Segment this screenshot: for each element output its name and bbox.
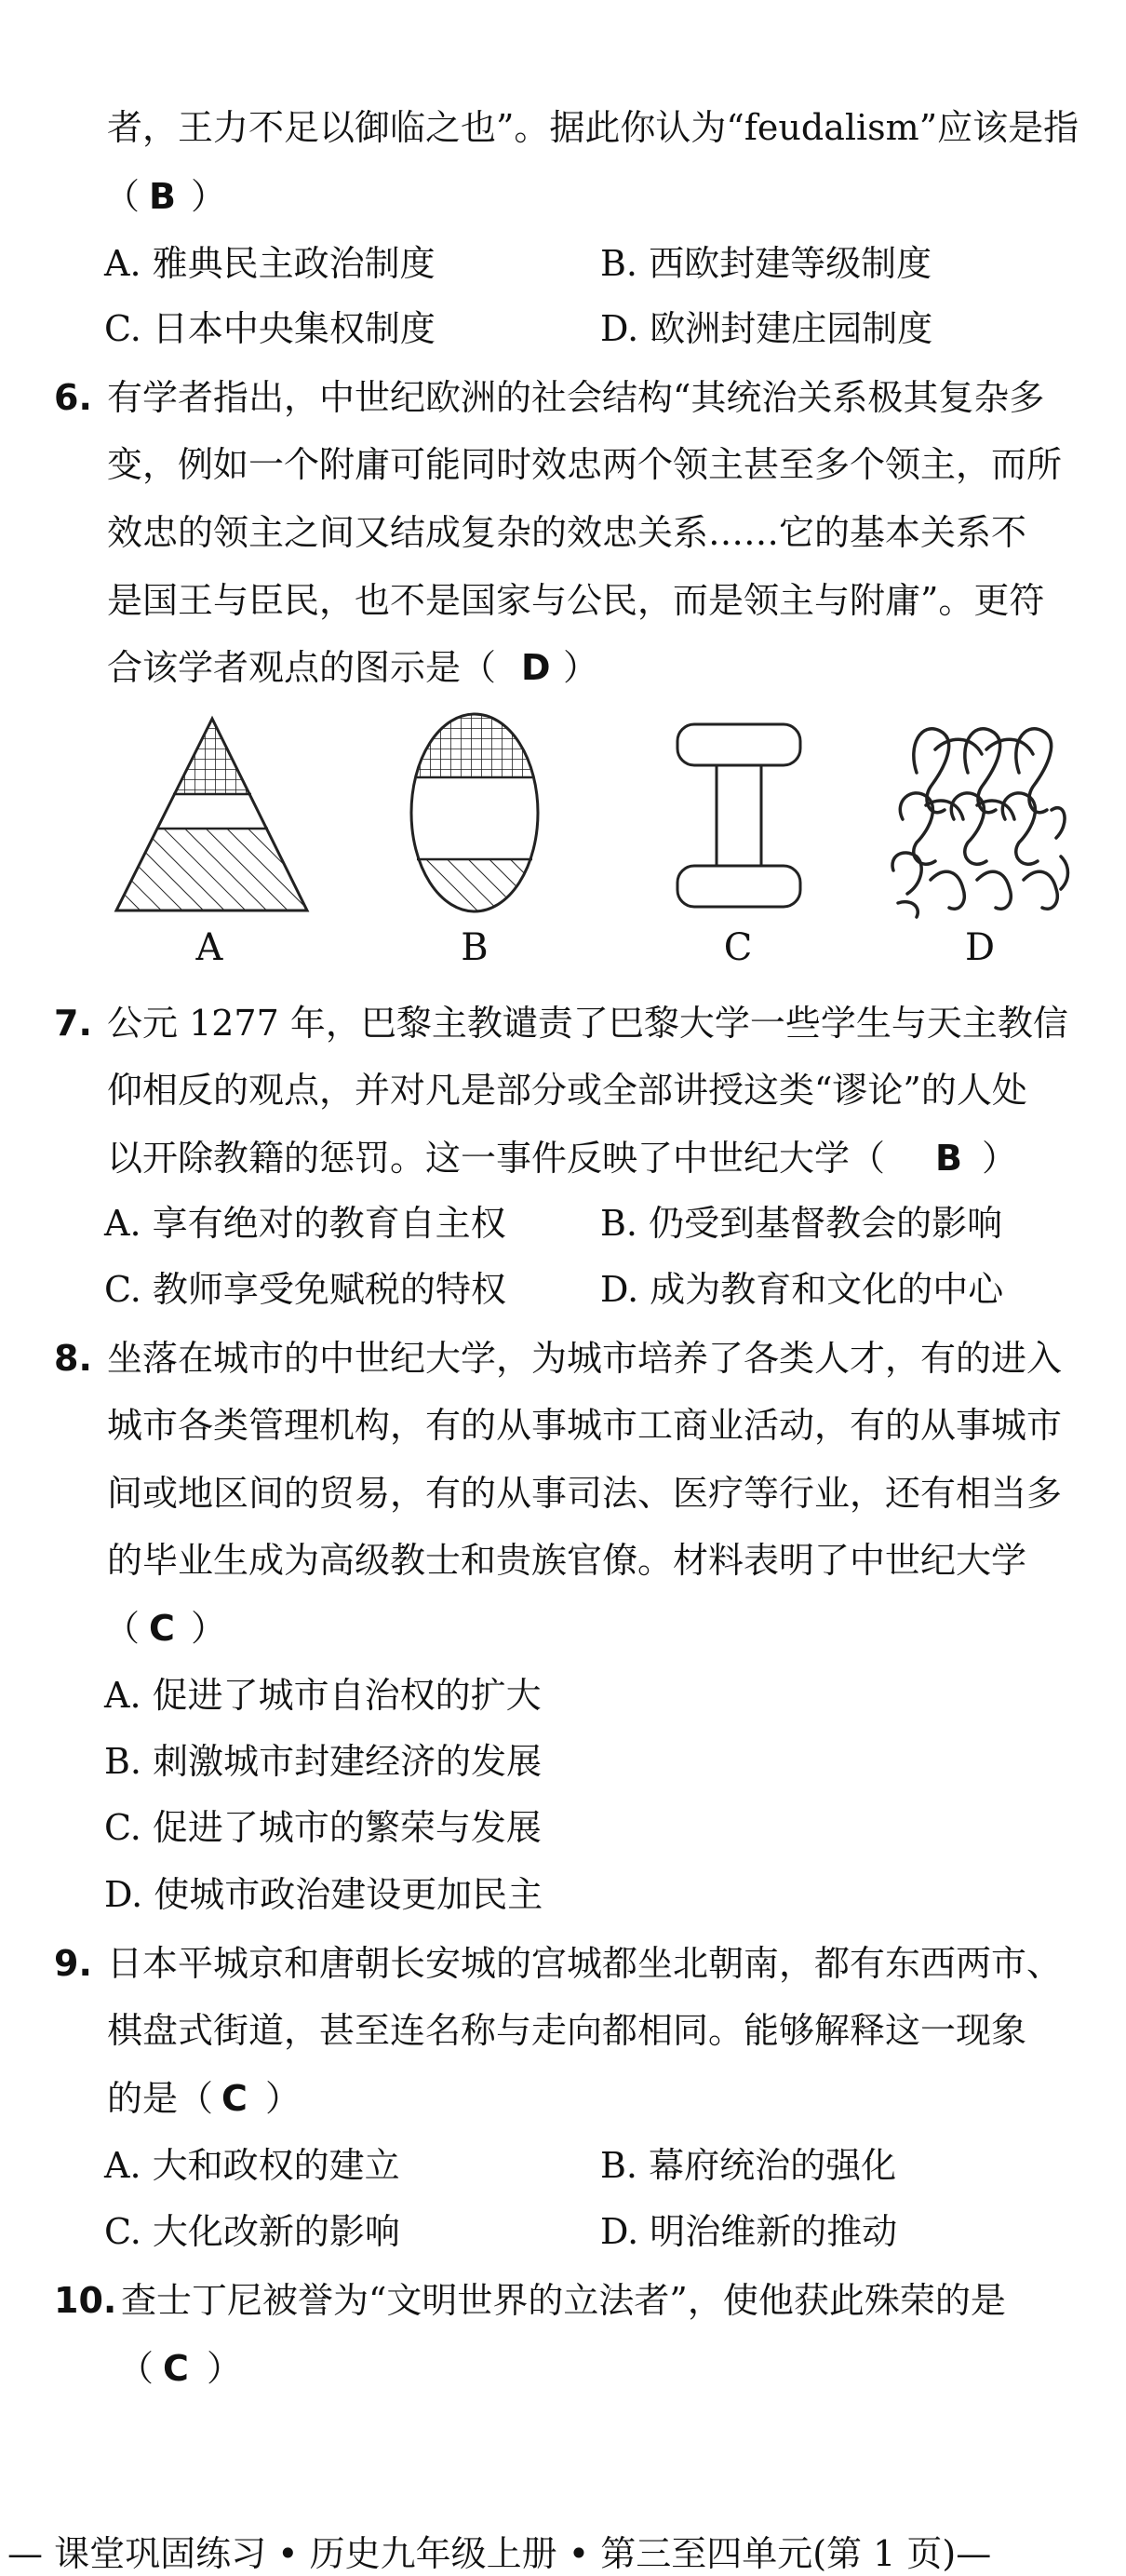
q8-stem-text-3: 间或地区间的贸易，有的从事司法、医疗等行业，还有相当多 [107,1473,1063,1514]
q10-paren-open: （ [118,2348,154,2389]
q6-stem-text-1: 有学者指出，中世纪欧洲的社会结构“其统治关系极其复杂多 [107,377,1045,418]
q5-option-a: A. 雅典民主政治制度 [104,243,436,284]
q6-stem-text-4: 是国王与臣民，也不是国家与公民，而是领主与附庸”。更符 [107,580,1045,621]
q8-stem-text-4: 的毕业生成为高级教士和贵族官僚。材料表明了中世纪大学 [107,1540,1027,1581]
q8-option-b: B. 刺激城市封建经济的发展 [104,1741,543,1782]
q5-option-b: B. 西欧封建等级制度 [600,243,932,284]
q8-option-a: A. 促进了城市自治权的扩大 [104,1675,542,1716]
q8-option-d: D. 使城市政治建设更加民主 [104,1874,543,1915]
figure-label-b: B [461,926,489,969]
q8-answer: C [149,1608,175,1649]
q7-stem-text-3: 以开除教籍的惩罚。这一事件反映了中世纪大学（ [107,1138,886,1179]
q10-number: 10. [54,2280,117,2321]
q7-stem-text-1: 公元 1277 年，巴黎主教谴责了巴黎大学一些学生与天主教信 [107,1003,1068,1044]
figure-label-c: C [723,926,753,969]
q10-answer: C [163,2348,189,2389]
q5-stem-text: 者，王力不足以御临之也”。据此你认为“feudalism”应该是指 [107,107,1079,148]
q9-option-b: B. 幕府统治的强化 [600,2145,897,2186]
figure-a-pyramid [93,717,335,912]
q9-stem-text-3: 的是（ [107,2078,214,2119]
figure-d-chain-network [892,729,1067,917]
q8-option-c: C. 促进了城市的繁荣与发展 [104,1807,542,1848]
q9-answer: C [221,2078,248,2119]
q10-stem-text: 查士丁尼被誉为“文明世界的立法者”，使他获此殊荣的是 [121,2280,1006,2321]
q9-option-d: D. 明治维新的推动 [600,2211,898,2252]
q10-paren-close: ） [207,2348,243,2389]
q7-number: 7. [54,1003,92,1044]
q9-number: 9. [54,1943,92,1984]
figure-c-ibeam [677,724,800,907]
q8-number: 8. [54,1338,92,1379]
q7-option-c: C. 教师享受免赋税的特权 [104,1269,506,1310]
q8-paren-close: ） [191,1608,227,1649]
q9-stem-text-2: 棋盘式街道，甚至连名称与走向都相同。能够解释这一现象 [107,2010,1027,2051]
figure-label-d: D [964,926,996,969]
q6-stem-text-3: 效忠的领主之间又结成复杂的效忠关系……它的基本关系不 [107,512,1027,553]
q7-stem-text-2: 仰相反的观点，并对凡是部分或全部讲授这类“谬论”的人处 [107,1070,1027,1111]
q7-option-a: A. 享有绝对的教育自主权 [104,1203,506,1244]
q8-stem-text-1: 坐落在城市的中世纪大学，为城市培养了各类人才，有的进入 [107,1338,1063,1379]
q7-paren-close: ） [982,1138,1018,1179]
footer-text: — 课堂巩固练习 • 历史九年级上册 • 第三至四单元(第 1 页)— [7,2533,992,2574]
figure-label-a: A [195,926,223,969]
q5-option-d: D. 欧洲封建庄园制度 [600,308,933,349]
q9-paren-close: ） [265,2078,302,2119]
q6-stem-text-2: 变，例如一个附庸可能同时效忠两个领主甚至多个领主，而所 [107,444,1063,485]
q6-number: 6. [54,377,92,418]
q6-paren-close: ） [563,647,599,688]
figure-b-oval [400,708,549,924]
q9-option-a: A. 大和政权的建立 [104,2145,400,2186]
q7-answer: B [935,1138,962,1179]
q7-option-d: D. 成为教育和文化的中心 [600,1269,1004,1310]
q5-option-c: C. 日本中央集权制度 [104,308,436,349]
q8-stem-text-2: 城市各类管理机构，有的从事城市工商业活动，有的从事城市 [107,1405,1063,1446]
q5-paren-close: ） [191,176,227,217]
q5-answer: B [149,176,176,217]
q9-stem-text-1: 日本平城京和唐朝长安城的宫城都坐北朝南，都有东西两市、 [107,1943,1063,1984]
q9-option-c: C. 大化改新的影响 [104,2211,400,2252]
q7-option-b: B. 仍受到基督教会的影响 [600,1203,1003,1244]
q6-answer: D [521,647,551,688]
q5-paren-open: （ [104,176,141,217]
q8-paren-open: （ [104,1608,141,1649]
q6-stem-text-5: 合该学者观点的图示是（ [107,647,497,688]
